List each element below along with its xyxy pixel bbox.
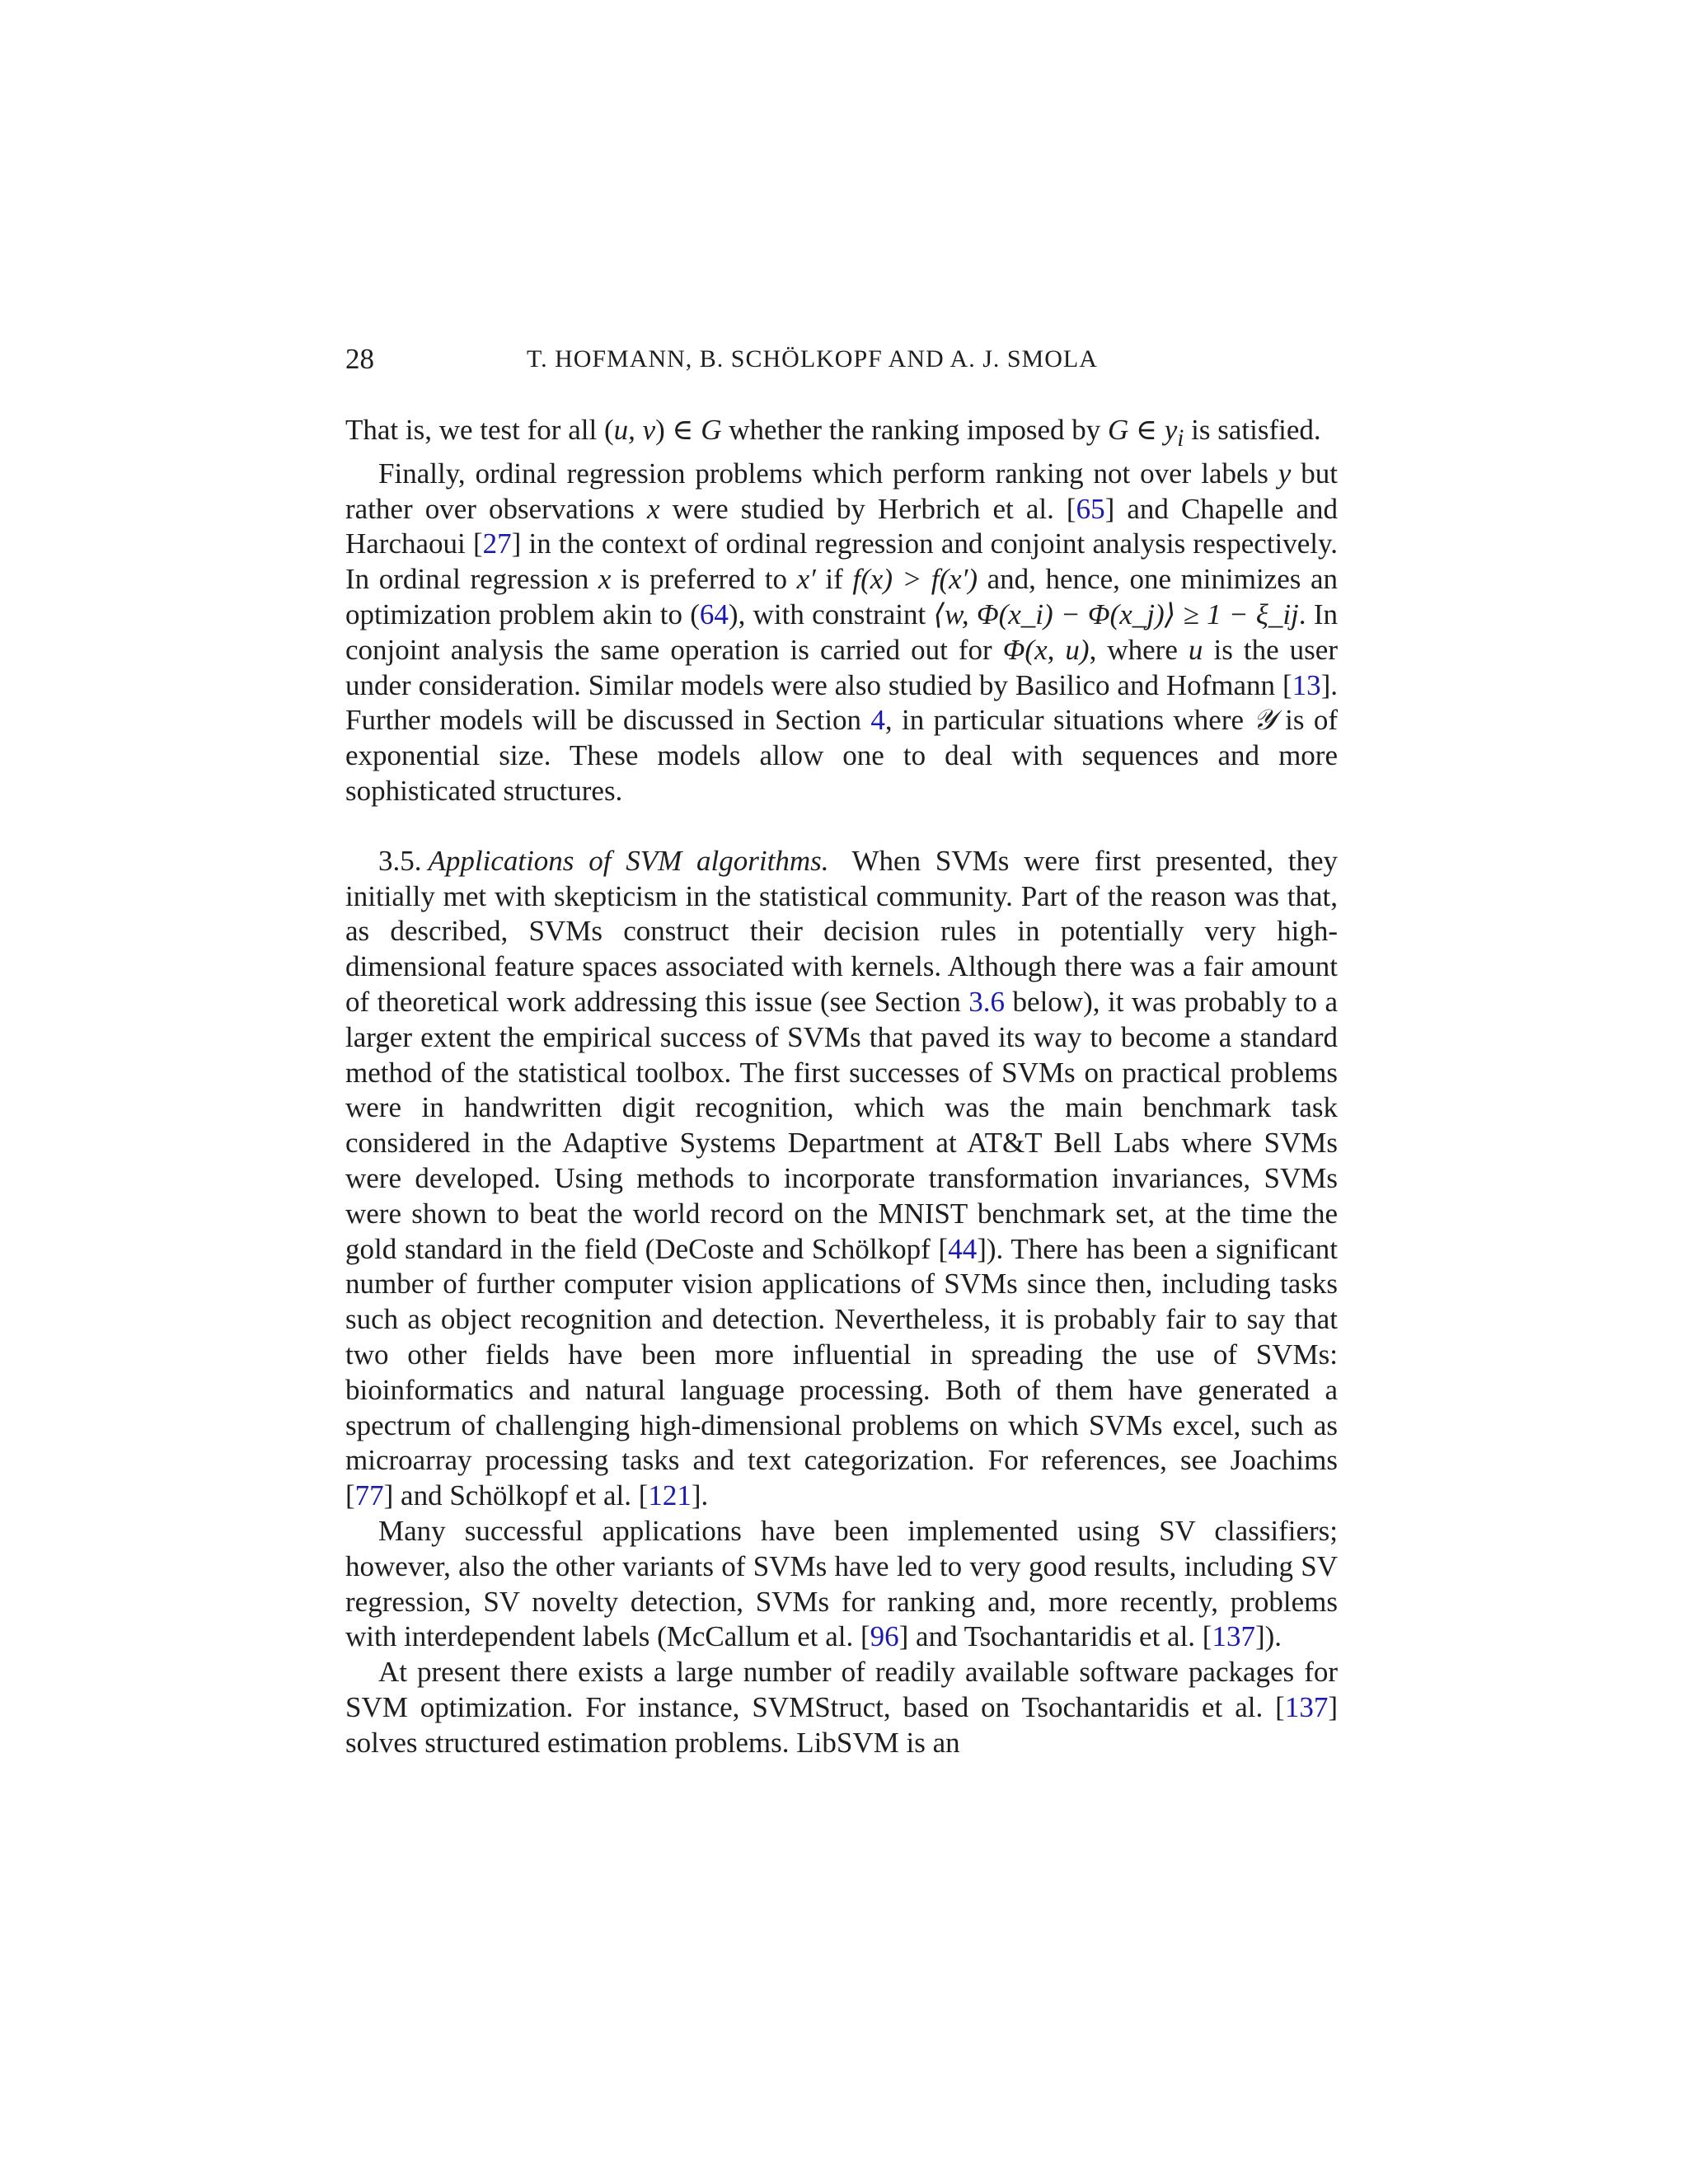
equation-link[interactable]: 64	[699, 598, 729, 630]
paper-page	[345, 342, 1338, 1760]
section-link[interactable]: 4	[870, 704, 885, 737]
citation-link[interactable]: 137	[1212, 1620, 1255, 1653]
citation-link[interactable]: 44	[948, 1232, 978, 1265]
citation-link[interactable]: 137	[1284, 1690, 1329, 1723]
paragraph-1: That is, we test for all (u, v) ∈ G whether the ranking imposed by G ∈ $y_i$ is satisfied.	[345, 414, 1321, 452]
running-header	[345, 342, 1338, 377]
citation-link[interactable]: 96	[870, 1620, 899, 1653]
citation-link[interactable]: 121	[648, 1479, 692, 1512]
citation-link[interactable]: 77	[354, 1479, 384, 1512]
page-number: 28	[345, 343, 374, 375]
section-3-5-paragraph: 3.5. Applications of SVM algorithms. When SVMs were first presented, they initially met with skepticism in the statistical community. Part of the reason was that, as described, SVMs construct their decision rules in potentially very high-dimensional feature spaces associated with kernels. Although there was a fair amount of theoretical work addressing this issue (see Section 3.6 below), it was probably to a larger extent the empirical success of SVMs that paved its way to become a standard method of the statistical toolbox. The first successes of SVMs on practical problems were in handwritten digit recognition, which was the main benchmark task considered in the Adaptive Systems Department at AT&T Bell Labs where SVMs were developed. Using methods to incorporate transformation invariances, SVMs were shown to beat the world record on the MNIST benchmark set, at the time the gold standard in the field (DeCoste and Schölkopf [44]). There has been a significant number of further computer vision applications of SVMs since then, including tasks such as object recognition and detection. Nevertheless, it is probably fair to say that two other fields have been more influential in spreading the use of SVMs: bioinformatics and natural language processing. Both of them have generated a spectrum of challenging high-dimensional problems on which SVMs excel, such as microarray processing tasks and text categorization. For references, see Joachims [77] and Schölkopf et al. [121].	[345, 844, 1338, 1512]
paragraph-applications: Many successful applications have been implemented using SV classifiers; however, also the other variants of SVMs have led to very good results, including SV regression, SV novelty detection, SVMs for ranking and, more recently, problems with interdependent labels (McCallum et al. [96] and Tsochantaridis et al. [137]).	[345, 1514, 1338, 1653]
section-title: Applications of SVM algorithms.	[428, 844, 829, 877]
paragraph-software: At present there exists a large number of readily available software packages for SVM optimization. For instance, SVMStruct, based on Tsochantaridis et al. [137] solves structured estimation problems. LibSVM is an	[345, 1656, 1338, 1759]
paragraph-ordinal-regression: Finally, ordinal regression problems which perform ranking not over labels y but rather over observations x were studied by Herbrich et al. [65] and Chapelle and Harchaoui [27] in the context of ordinal regression and conjoint analysis respectively. In ordinal regression x is preferred to x′ if f(x) > f(x′) and, hence, one minimizes an optimization problem akin to (64), with constraint ⟨w, Φ(x_i) − Φ(x_j)⟩ ≥ 1 − ξ_ij. In conjoint analysis the same operation is carried out for Φ(x, u), where u is the user under consideration. Similar models were also studied by Basilico and Hofmann [13]. Further models will be discussed in Section 4, in particular situations where 𝒴 is of exponential size. These models allow one to deal with sequences and more sophisticated structures.	[345, 457, 1339, 807]
running-header-authors: T. HOFMANN, B. SCHÖLKOPF AND A. J. SMOLA	[527, 345, 1098, 373]
section-link[interactable]: 3.6	[968, 985, 1006, 1018]
citation-link[interactable]: 13	[1292, 668, 1321, 701]
citation-link[interactable]: 65	[1076, 492, 1105, 525]
section-number: 3.5.	[378, 844, 422, 877]
citation-link[interactable]: 27	[482, 527, 512, 560]
